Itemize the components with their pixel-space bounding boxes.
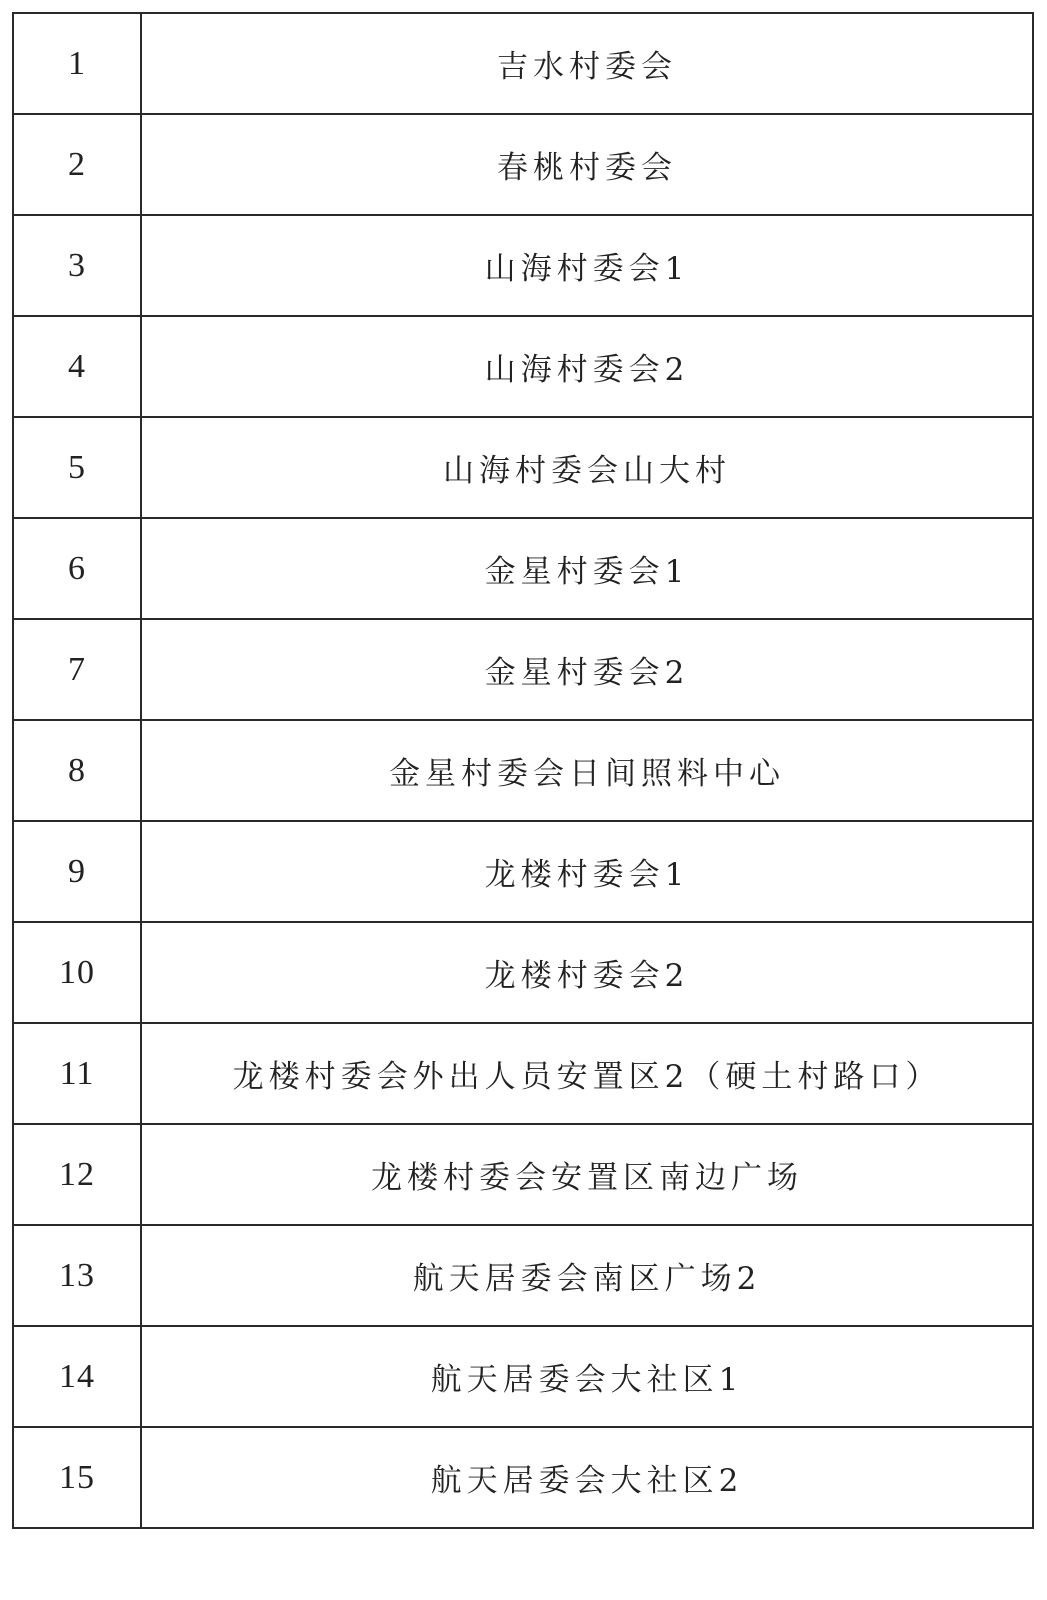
row-number: 10: [13, 922, 141, 1023]
location-name: 龙楼村委会外出人员安置区2（硬土村路口）: [141, 1023, 1033, 1124]
table-row: [13, 619, 1033, 720]
table-row: [13, 518, 1033, 619]
location-name: 春桃村委会: [141, 114, 1033, 215]
location-name: 金星村委会1: [141, 518, 1033, 619]
location-name: 航天居委会南区广场2: [141, 1225, 1033, 1326]
location-table: [12, 12, 1034, 1529]
location-name: 龙楼村委会2: [141, 922, 1033, 1023]
location-name: 金星村委会2: [141, 619, 1033, 720]
table-row: [13, 821, 1033, 922]
row-number: 14: [13, 1326, 141, 1427]
row-number: 7: [13, 619, 141, 720]
row-number: 9: [13, 821, 141, 922]
location-name: 山海村委会1: [141, 215, 1033, 316]
table-row: [13, 1225, 1033, 1326]
table-row: [13, 316, 1033, 417]
location-name: 航天居委会大社区1: [141, 1326, 1033, 1427]
table-row: [13, 720, 1033, 821]
table-row: [13, 1124, 1033, 1225]
table-row: [13, 922, 1033, 1023]
location-name: 龙楼村委会1: [141, 821, 1033, 922]
row-number: 2: [13, 114, 141, 215]
row-number: 8: [13, 720, 141, 821]
table-row: [13, 215, 1033, 316]
table-row: [13, 13, 1033, 114]
location-name: 山海村委会2: [141, 316, 1033, 417]
table-row: [13, 1326, 1033, 1427]
row-number: 4: [13, 316, 141, 417]
row-number: 11: [13, 1023, 141, 1124]
table-row: [13, 1427, 1033, 1528]
location-table-container: [12, 12, 1032, 1529]
table-row: [13, 1023, 1033, 1124]
location-name: 吉水村委会: [141, 13, 1033, 114]
row-number: 6: [13, 518, 141, 619]
table-row: [13, 417, 1033, 518]
row-number: 12: [13, 1124, 141, 1225]
location-name: 龙楼村委会安置区南边广场: [141, 1124, 1033, 1225]
location-name: 山海村委会山大村: [141, 417, 1033, 518]
row-number: 15: [13, 1427, 141, 1528]
row-number: 13: [13, 1225, 141, 1326]
location-name: 航天居委会大社区2: [141, 1427, 1033, 1528]
row-number: 5: [13, 417, 141, 518]
location-name: 金星村委会日间照料中心: [141, 720, 1033, 821]
row-number: 1: [13, 13, 141, 114]
table-row: [13, 114, 1033, 215]
row-number: 3: [13, 215, 141, 316]
